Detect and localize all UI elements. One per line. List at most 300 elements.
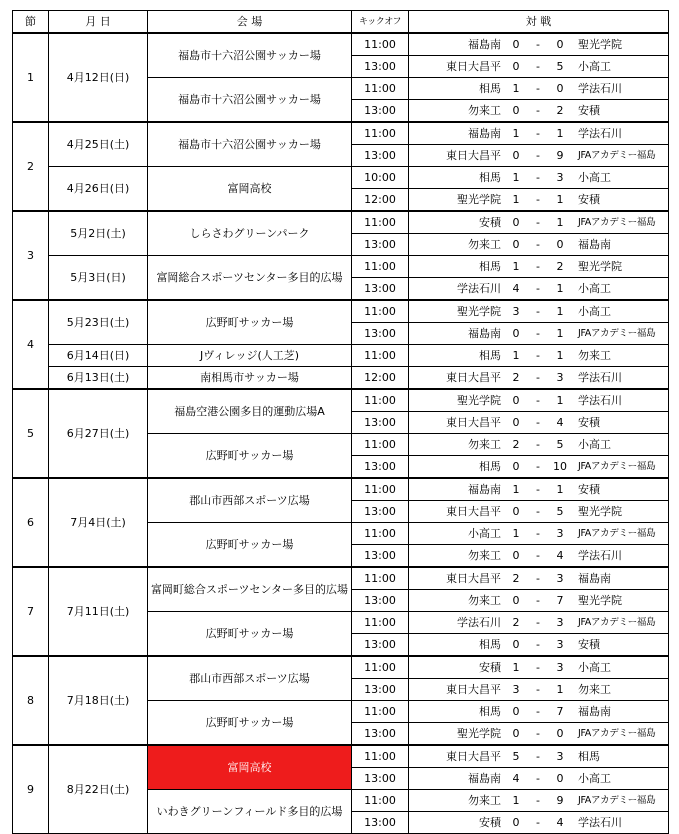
home-score: 5 xyxy=(512,749,520,763)
away-team: JFAアカデミー福島 xyxy=(578,527,656,539)
match-result xyxy=(409,345,668,366)
home-score: 1 xyxy=(512,526,520,540)
score-dash: - xyxy=(536,793,540,807)
match-cell xyxy=(409,33,669,56)
venue-name: 福島市十六沼公園サッカー場 xyxy=(148,122,352,167)
away-team: 聖光学院 xyxy=(578,37,622,51)
away-score: 3 xyxy=(556,571,564,585)
header-round: 節 xyxy=(13,11,49,34)
kickoff-time: 13:00 xyxy=(352,456,409,479)
schedule-table xyxy=(12,10,669,834)
match-cell xyxy=(409,478,669,501)
home-team: 福島南 xyxy=(468,771,501,785)
home-score: 0 xyxy=(512,504,520,518)
match-result xyxy=(409,812,668,833)
match-cell xyxy=(409,723,669,746)
match-cell xyxy=(409,790,669,812)
score-dash: - xyxy=(536,348,540,362)
away-score: 3 xyxy=(556,615,564,629)
away-score: 3 xyxy=(556,637,564,651)
venue-name: 福島市十六沼公園サッカー場 xyxy=(148,78,352,123)
away-score: 1 xyxy=(556,304,564,318)
match-cell xyxy=(409,701,669,723)
match-cell xyxy=(409,78,669,100)
match-date: 7月4日(土) xyxy=(49,478,148,567)
match-result xyxy=(409,256,668,277)
match-cell xyxy=(409,367,669,390)
home-score: 0 xyxy=(512,148,520,162)
kickoff-time: 13:00 xyxy=(352,100,409,123)
match-result xyxy=(409,56,668,77)
home-team: 勿来工 xyxy=(468,593,501,607)
match-cell xyxy=(409,189,669,212)
match-cell xyxy=(409,122,669,145)
match-date: 5月23日(土) xyxy=(49,300,148,345)
match-cell xyxy=(409,278,669,301)
round-number: 9 xyxy=(13,745,49,834)
away-team: 聖光学院 xyxy=(578,593,622,607)
match-result xyxy=(409,701,668,722)
score-dash: - xyxy=(536,59,540,73)
away-score: 1 xyxy=(556,192,564,206)
match-cell xyxy=(409,56,669,78)
away-score: 1 xyxy=(556,682,564,696)
score-dash: - xyxy=(536,215,540,229)
away-team: JFAアカデミー福島 xyxy=(578,616,656,628)
away-score: 1 xyxy=(556,126,564,140)
score-dash: - xyxy=(536,259,540,273)
away-score: 9 xyxy=(556,793,564,807)
home-score: 1 xyxy=(512,81,520,95)
match-row xyxy=(13,122,669,145)
home-team: 聖光学院 xyxy=(457,304,501,318)
home-team: 勿来工 xyxy=(468,793,501,807)
home-score: 0 xyxy=(512,548,520,562)
away-score: 1 xyxy=(556,281,564,295)
home-score: 0 xyxy=(512,37,520,51)
away-score: 5 xyxy=(556,59,564,73)
match-row xyxy=(13,367,669,390)
away-score: 10 xyxy=(553,459,567,473)
away-team: JFAアカデミー福島 xyxy=(578,149,656,161)
score-dash: - xyxy=(536,393,540,407)
match-cell xyxy=(409,234,669,256)
home-team: 福島南 xyxy=(468,126,501,140)
home-team: 東日大昌平 xyxy=(446,59,501,73)
away-team: 小高工 xyxy=(578,170,611,184)
score-dash: - xyxy=(536,370,540,384)
score-dash: - xyxy=(536,192,540,206)
home-score: 0 xyxy=(512,637,520,651)
home-team: 福島南 xyxy=(468,482,501,496)
kickoff-time: 11:00 xyxy=(352,434,409,456)
away-score: 0 xyxy=(556,237,564,251)
home-score: 2 xyxy=(512,615,520,629)
away-team: 安積 xyxy=(578,415,600,429)
kickoff-time: 11:00 xyxy=(352,256,409,278)
match-cell xyxy=(409,145,669,167)
kickoff-time: 11:00 xyxy=(352,523,409,545)
match-result xyxy=(409,634,668,655)
home-score: 4 xyxy=(512,281,520,295)
away-score: 1 xyxy=(556,215,564,229)
away-score: 1 xyxy=(556,482,564,496)
match-date: 4月12日(日) xyxy=(49,33,148,122)
score-dash: - xyxy=(536,326,540,340)
match-result xyxy=(409,456,668,477)
away-team: 小高工 xyxy=(578,660,611,674)
match-cell xyxy=(409,100,669,123)
home-score: 1 xyxy=(512,660,520,674)
match-result xyxy=(409,323,668,344)
away-team: 学法石川 xyxy=(578,81,622,95)
round-number: 5 xyxy=(13,389,49,478)
kickoff-time: 11:00 xyxy=(352,612,409,634)
away-team: 小高工 xyxy=(578,437,611,451)
kickoff-time: 11:00 xyxy=(352,122,409,145)
home-team: 学法石川 xyxy=(457,615,501,629)
kickoff-time: 11:00 xyxy=(352,211,409,234)
match-result xyxy=(409,278,668,299)
away-score: 1 xyxy=(556,348,564,362)
round-number: 2 xyxy=(13,122,49,211)
home-score: 1 xyxy=(512,192,520,206)
home-team: 相馬 xyxy=(479,348,501,362)
venue-name: 広野町サッカー場 xyxy=(148,701,352,746)
score-dash: - xyxy=(536,704,540,718)
match-result xyxy=(409,723,668,744)
kickoff-time: 13:00 xyxy=(352,634,409,657)
away-score: 4 xyxy=(556,548,564,562)
match-row xyxy=(13,167,669,189)
away-team: 福島南 xyxy=(578,571,611,585)
away-team: 勿来工 xyxy=(578,348,611,362)
score-dash: - xyxy=(536,526,540,540)
match-cell xyxy=(409,345,669,367)
venue-name: いわきグリーンフィールド多目的広場 xyxy=(148,790,352,834)
home-score: 1 xyxy=(512,482,520,496)
score-dash: - xyxy=(536,548,540,562)
header-row xyxy=(13,11,669,34)
away-score: 0 xyxy=(556,37,564,51)
match-date: 7月11日(土) xyxy=(49,567,148,656)
venue-name: 南相馬市サッカー場 xyxy=(148,367,352,390)
score-dash: - xyxy=(536,237,540,251)
away-team: 相馬 xyxy=(578,749,600,763)
home-team: 相馬 xyxy=(479,459,501,473)
match-cell xyxy=(409,412,669,434)
home-score: 2 xyxy=(512,571,520,585)
kickoff-time: 10:00 xyxy=(352,167,409,189)
match-cell xyxy=(409,745,669,768)
away-score: 5 xyxy=(556,504,564,518)
kickoff-time: 11:00 xyxy=(352,656,409,679)
away-score: 3 xyxy=(556,526,564,540)
score-dash: - xyxy=(536,37,540,51)
match-result xyxy=(409,768,668,789)
match-result xyxy=(409,479,668,500)
kickoff-time: 11:00 xyxy=(352,790,409,812)
home-score: 1 xyxy=(512,259,520,273)
venue-name: 郡山市西部スポーツ広場 xyxy=(148,656,352,701)
score-dash: - xyxy=(536,281,540,295)
kickoff-time: 12:00 xyxy=(352,189,409,212)
kickoff-time: 11:00 xyxy=(352,478,409,501)
kickoff-time: 11:00 xyxy=(352,389,409,412)
match-result xyxy=(409,212,668,233)
match-result xyxy=(409,434,668,455)
match-result xyxy=(409,545,668,566)
away-score: 9 xyxy=(556,148,564,162)
match-cell xyxy=(409,323,669,345)
kickoff-time: 11:00 xyxy=(352,78,409,100)
venue-name: 郡山市西部スポーツ広場 xyxy=(148,478,352,523)
away-score: 1 xyxy=(556,326,564,340)
home-team: 東日大昌平 xyxy=(446,571,501,585)
match-row xyxy=(13,389,669,412)
match-result xyxy=(409,34,668,55)
home-team: 相馬 xyxy=(479,637,501,651)
away-score: 3 xyxy=(556,749,564,763)
round-number: 7 xyxy=(13,567,49,656)
away-score: 3 xyxy=(556,170,564,184)
kickoff-time: 13:00 xyxy=(352,56,409,78)
match-result xyxy=(409,167,668,188)
kickoff-time: 13:00 xyxy=(352,278,409,301)
away-team: 福島南 xyxy=(578,704,611,718)
match-result xyxy=(409,657,668,678)
venue-name: 広野町サッカー場 xyxy=(148,612,352,657)
match-result xyxy=(409,612,668,633)
match-cell xyxy=(409,567,669,590)
home-score: 0 xyxy=(512,704,520,718)
home-score: 0 xyxy=(512,393,520,407)
score-dash: - xyxy=(536,148,540,162)
away-score: 4 xyxy=(556,815,564,829)
match-date: 4月26日(日) xyxy=(49,167,148,212)
kickoff-time: 13:00 xyxy=(352,145,409,167)
match-result xyxy=(409,590,668,611)
venue-name: 広野町サッカー場 xyxy=(148,300,352,345)
kickoff-time: 13:00 xyxy=(352,501,409,523)
away-score: 3 xyxy=(556,370,564,384)
home-score: 1 xyxy=(512,348,520,362)
home-score: 1 xyxy=(512,793,520,807)
home-team: 相馬 xyxy=(479,259,501,273)
home-team: 相馬 xyxy=(479,170,501,184)
kickoff-time: 13:00 xyxy=(352,768,409,790)
match-row xyxy=(13,33,669,56)
match-cell xyxy=(409,300,669,323)
away-team: 小高工 xyxy=(578,304,611,318)
match-date: 6月13日(土) xyxy=(49,367,148,390)
match-date: 8月22日(土) xyxy=(49,745,148,834)
kickoff-time: 13:00 xyxy=(352,723,409,746)
away-team: JFAアカデミー福島 xyxy=(578,727,656,739)
round-number: 3 xyxy=(13,211,49,300)
home-team: 勿来工 xyxy=(468,548,501,562)
match-row xyxy=(13,656,669,679)
away-team: 学法石川 xyxy=(578,548,622,562)
score-dash: - xyxy=(536,415,540,429)
match-result xyxy=(409,679,668,700)
home-team: 相馬 xyxy=(479,81,501,95)
home-team: 東日大昌平 xyxy=(446,749,501,763)
score-dash: - xyxy=(536,749,540,763)
kickoff-time: 13:00 xyxy=(352,545,409,568)
score-dash: - xyxy=(536,459,540,473)
score-dash: - xyxy=(536,571,540,585)
home-team: 東日大昌平 xyxy=(446,415,501,429)
header-venue: 会 場 xyxy=(148,11,352,34)
match-date: 4月25日(土) xyxy=(49,122,148,167)
away-score: 4 xyxy=(556,415,564,429)
home-team: 東日大昌平 xyxy=(446,148,501,162)
match-result xyxy=(409,501,668,522)
score-dash: - xyxy=(536,637,540,651)
match-cell xyxy=(409,434,669,456)
score-dash: - xyxy=(536,771,540,785)
round-number: 8 xyxy=(13,656,49,745)
away-team: JFAアカデミー福島 xyxy=(578,794,656,806)
match-date: 5月2日(土) xyxy=(49,211,148,256)
home-score: 0 xyxy=(512,326,520,340)
header-kickoff: キックオフ xyxy=(352,11,409,34)
match-cell xyxy=(409,389,669,412)
away-team: 安積 xyxy=(578,192,600,206)
away-team: 小高工 xyxy=(578,281,611,295)
home-team: 勿来工 xyxy=(468,103,501,117)
match-cell xyxy=(409,679,669,701)
match-result xyxy=(409,390,668,411)
kickoff-time: 13:00 xyxy=(352,323,409,345)
match-date: 7月18日(土) xyxy=(49,656,148,745)
match-cell xyxy=(409,612,669,634)
away-team: 安積 xyxy=(578,482,600,496)
score-dash: - xyxy=(536,103,540,117)
venue-name: しらさわグリーンパーク xyxy=(148,211,352,256)
match-result xyxy=(409,412,668,433)
home-score: 0 xyxy=(512,237,520,251)
venue-name: 富岡高校 xyxy=(148,167,352,212)
match-cell xyxy=(409,211,669,234)
venue-name: 福島市十六沼公園サッカー場 xyxy=(148,33,352,78)
header-date: 月 日 xyxy=(49,11,148,34)
match-date: 6月27日(土) xyxy=(49,389,148,478)
round-number: 4 xyxy=(13,300,49,389)
away-score: 0 xyxy=(556,771,564,785)
match-cell xyxy=(409,634,669,657)
score-dash: - xyxy=(536,682,540,696)
match-cell xyxy=(409,523,669,545)
kickoff-time: 13:00 xyxy=(352,679,409,701)
home-team: 東日大昌平 xyxy=(446,504,501,518)
home-team: 東日大昌平 xyxy=(446,682,501,696)
home-team: 聖光学院 xyxy=(457,726,501,740)
match-row xyxy=(13,300,669,323)
match-result xyxy=(409,367,668,388)
away-score: 3 xyxy=(556,660,564,674)
match-row xyxy=(13,345,669,367)
away-score: 7 xyxy=(556,593,564,607)
home-score: 1 xyxy=(512,126,520,140)
score-dash: - xyxy=(536,504,540,518)
match-result xyxy=(409,301,668,322)
kickoff-time: 13:00 xyxy=(352,412,409,434)
kickoff-time: 11:00 xyxy=(352,567,409,590)
round-number: 6 xyxy=(13,478,49,567)
home-team: 東日大昌平 xyxy=(446,370,501,384)
away-team: JFAアカデミー福島 xyxy=(578,460,656,472)
away-team: 福島南 xyxy=(578,237,611,251)
match-cell xyxy=(409,656,669,679)
match-result xyxy=(409,523,668,544)
match-date: 5月3日(日) xyxy=(49,256,148,301)
away-team: 小高工 xyxy=(578,771,611,785)
score-dash: - xyxy=(536,726,540,740)
venue-name: 広野町サッカー場 xyxy=(148,523,352,568)
away-team: 勿来工 xyxy=(578,682,611,696)
score-dash: - xyxy=(536,615,540,629)
score-dash: - xyxy=(536,482,540,496)
away-score: 7 xyxy=(556,704,564,718)
away-score: 0 xyxy=(556,81,564,95)
score-dash: - xyxy=(536,593,540,607)
match-cell xyxy=(409,501,669,523)
away-team: 学法石川 xyxy=(578,126,622,140)
match-date: 6月14日(日) xyxy=(49,345,148,367)
home-score: 3 xyxy=(512,304,520,318)
match-row xyxy=(13,256,669,278)
away-team: 聖光学院 xyxy=(578,259,622,273)
home-team: 安積 xyxy=(479,215,501,229)
venue-name: Jヴィレッジ(人工芝) xyxy=(148,345,352,367)
match-result xyxy=(409,78,668,99)
home-team: 安積 xyxy=(479,815,501,829)
home-score: 0 xyxy=(512,215,520,229)
match-result xyxy=(409,234,668,255)
score-dash: - xyxy=(536,660,540,674)
home-score: 1 xyxy=(512,170,520,184)
home-score: 0 xyxy=(512,59,520,73)
match-row xyxy=(13,211,669,234)
away-team: 学法石川 xyxy=(578,815,622,829)
home-team: 福島南 xyxy=(468,37,501,51)
match-result xyxy=(409,145,668,166)
home-score: 2 xyxy=(512,370,520,384)
kickoff-time: 11:00 xyxy=(352,345,409,367)
away-team: 学法石川 xyxy=(578,370,622,384)
match-row xyxy=(13,745,669,768)
venue-name: 福島空港公園多目的運動広場A xyxy=(148,389,352,434)
away-score: 2 xyxy=(556,259,564,273)
home-score: 0 xyxy=(512,459,520,473)
match-result xyxy=(409,189,668,210)
kickoff-time: 13:00 xyxy=(352,234,409,256)
home-score: 3 xyxy=(512,682,520,696)
venue-name: 富岡高校 xyxy=(148,745,352,790)
away-score: 5 xyxy=(556,437,564,451)
match-result xyxy=(409,100,668,121)
match-cell xyxy=(409,167,669,189)
away-team: 聖光学院 xyxy=(578,504,622,518)
home-team: 相馬 xyxy=(479,704,501,718)
header-match: 対 戦 xyxy=(409,11,669,34)
home-team: 小高工 xyxy=(468,526,501,540)
away-team: 安積 xyxy=(578,637,600,651)
score-dash: - xyxy=(536,170,540,184)
home-score: 0 xyxy=(512,103,520,117)
